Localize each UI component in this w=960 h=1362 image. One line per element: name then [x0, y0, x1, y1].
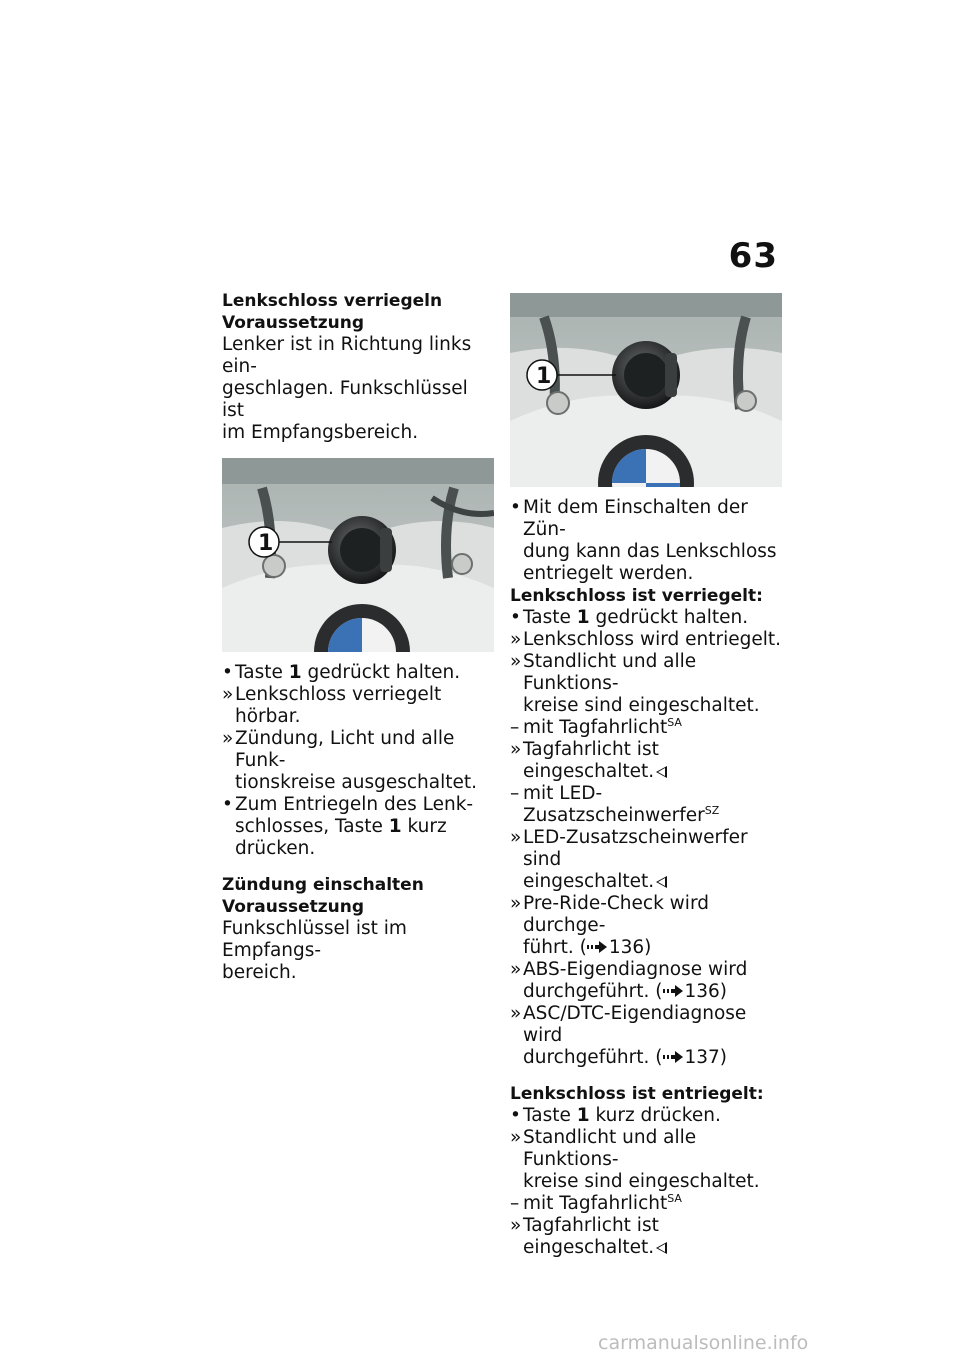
condition-item: – mit Tagfahrlicht$^{SA}$ — [510, 715, 682, 738]
heading-prerequisite: Voraussetzung — [222, 313, 365, 333]
condition-item: – mit LED-Zusatzscheinwerfer$^{SZ}$ — [510, 783, 720, 826]
step-item-continued: drücken. — [235, 838, 316, 859]
steering-lock-photo-2 — [510, 293, 782, 487]
section-end-icon — [656, 1242, 667, 1254]
step-item: • Taste 1 gedrückt halten. — [222, 662, 461, 683]
step-item: • Zum Entriegeln des Lenk- — [222, 794, 474, 815]
step-item: • Taste 1 gedrückt halten. — [510, 607, 749, 628]
condition-marker: – — [510, 1193, 520, 1214]
bullet-marker: • — [510, 1105, 521, 1126]
page-reference-arrow-icon — [663, 981, 685, 1003]
result-marker: » — [510, 1003, 522, 1024]
step-item-continued: dung kann das Lenkschloss — [523, 541, 777, 562]
prerequisite-line: geschlagen. Funkschlüssel ist — [222, 378, 468, 421]
result-item: » Tagfahrlicht ist — [510, 739, 659, 760]
result-item: » Standlicht und alle Funktions- — [510, 651, 697, 694]
page-number: 63 — [728, 236, 778, 276]
result-item: » ABS-Eigendiagnose wird — [510, 959, 748, 980]
result-marker: » — [510, 629, 522, 650]
result-item: » Pre-Ride-Check wird durchge- — [510, 893, 709, 936]
result-item-continued[interactable]: führt. ( 136) — [523, 937, 652, 958]
prerequisite-line: Lenker ist in Richtung links ein- — [222, 334, 472, 377]
heading-lock-engaged: Lenkschloss ist verriegelt: — [510, 586, 763, 606]
heading-lock-steering: Lenkschloss verriegeln — [222, 291, 443, 311]
heading-prerequisite: Voraussetzung — [222, 897, 365, 917]
result-marker: » — [222, 728, 234, 749]
section-end-icon — [656, 876, 667, 888]
bullet-marker: • — [510, 497, 521, 518]
result-marker: » — [510, 1215, 522, 1236]
result-item: » Standlicht und alle Funktions- — [510, 1127, 697, 1170]
figure-callout-1: 1 — [258, 531, 274, 556]
bullet-marker: • — [222, 662, 233, 683]
result-item: » ASC/DTC-Eigendiagnose wird — [510, 1003, 747, 1046]
result-item: » LED-Zusatzscheinwerfer sind — [510, 827, 748, 870]
heading-lock-released: Lenkschloss ist entriegelt: — [510, 1084, 764, 1104]
condition-item: – mit Tagfahrlicht$^{SA}$ — [510, 1191, 682, 1214]
result-marker: » — [510, 1127, 522, 1148]
left-column — [222, 290, 494, 984]
step-item: • Taste 1 kurz drücken. — [510, 1105, 721, 1126]
result-item-continued: eingeschaltet. — [510, 1237, 782, 1259]
condition-marker: – — [510, 717, 520, 738]
prerequisite-line: im Empfangsbereich. — [222, 422, 419, 443]
result-item: » Zündung, Licht und alle Funk- — [222, 728, 455, 771]
figure-callout-1: 1 — [536, 364, 552, 389]
step-item-continued: entriegelt werden. — [523, 563, 694, 584]
result-marker: » — [510, 827, 522, 848]
result-item-continued: tionskreise ausgeschaltet. — [235, 772, 478, 793]
result-marker: » — [510, 959, 522, 980]
heading-ignition-on: Zündung einschalten — [222, 875, 424, 895]
steering-lock-photo — [222, 458, 494, 652]
page-reference-arrow-icon — [587, 937, 609, 959]
result-item: » Lenkschloss wird entriegelt. — [510, 629, 782, 650]
result-item-continued: kreise sind eingeschaltet. — [523, 1171, 760, 1192]
condition-marker: – — [510, 783, 520, 804]
result-item-continued: eingeschaltet. — [510, 761, 782, 783]
step-item-continued: schlosses, Taste 1 kurz — [235, 816, 447, 837]
result-marker: » — [510, 739, 522, 760]
result-marker: » — [510, 893, 522, 914]
watermark: carmanualsonline.info — [598, 1332, 809, 1354]
page-reference-arrow-icon — [663, 1047, 685, 1069]
bullet-marker: • — [510, 607, 521, 628]
right-column — [510, 293, 782, 1259]
prerequisite-line: Funkschlüssel ist im Empfangs- — [222, 918, 407, 961]
page-reference: 136) — [608, 937, 652, 958]
result-item-continued[interactable]: durchgeführt. ( 136) — [523, 981, 728, 1002]
page-reference: 136) — [684, 981, 728, 1002]
result-marker: » — [510, 651, 522, 672]
page-reference: 137) — [684, 1047, 728, 1068]
result-item-continued: kreise sind eingeschaltet. — [523, 695, 760, 716]
prerequisite-line: bereich. — [222, 962, 297, 983]
result-item-continued[interactable]: durchgeführt. ( 137) — [523, 1047, 728, 1068]
result-item: » Lenkschloss verriegelt hörbar. — [222, 684, 442, 727]
step-item: • Mit dem Einschalten der Zün- — [510, 497, 748, 540]
section-end-icon — [656, 766, 667, 778]
result-item-continued: eingeschaltet. — [510, 871, 782, 893]
result-marker: » — [222, 684, 234, 705]
bullet-marker: • — [222, 794, 233, 815]
result-item: » Tagfahrlicht ist — [510, 1215, 659, 1236]
